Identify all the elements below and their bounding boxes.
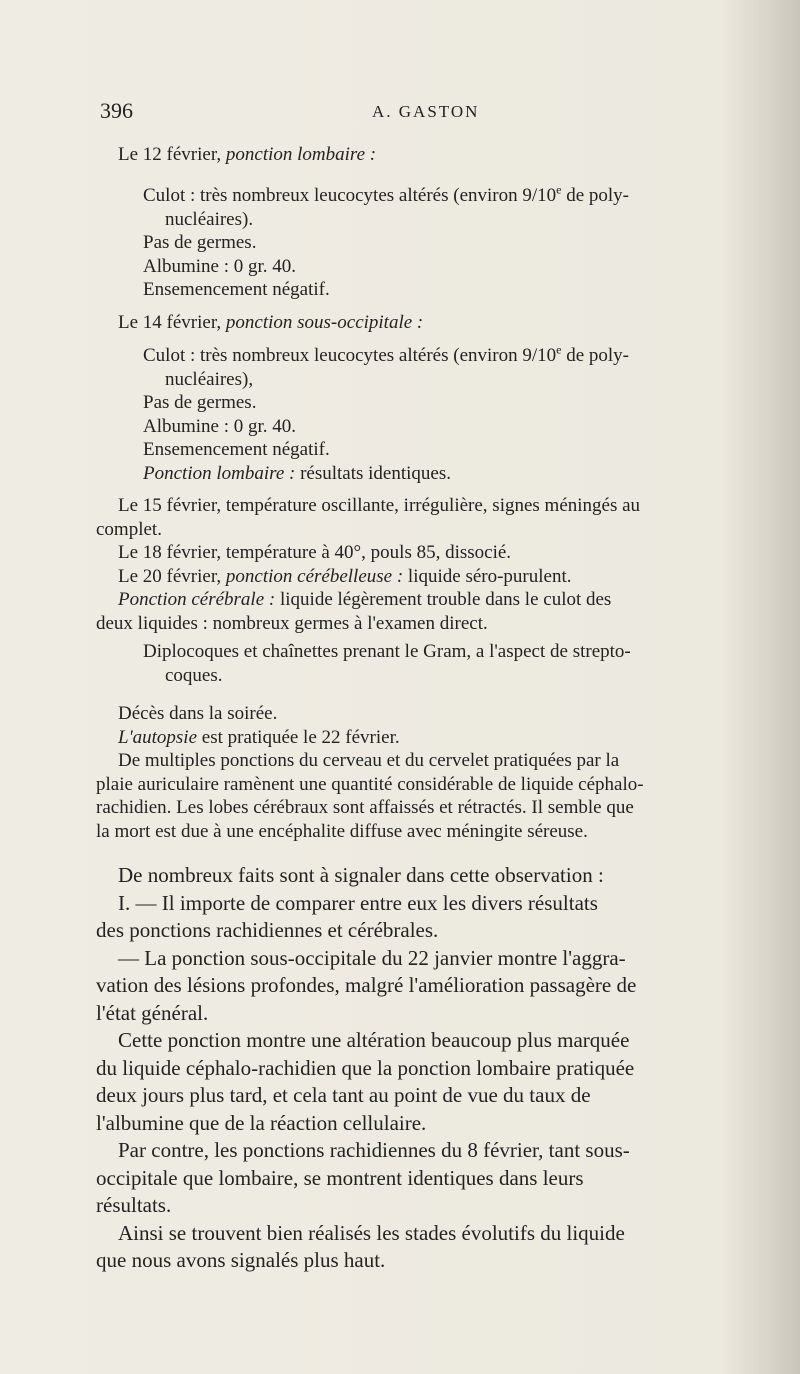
running-head-author: A. GASTON — [372, 102, 480, 121]
ponction-sous-occipitale-heading: Le 14 février, ponction sous-occipitale : — [118, 312, 424, 333]
ponction-lombaire-results: Culot : très nombreux leucocytes altérés (environ 9/10e de poly- nucléaires). Pas de germes. Albumine : 0 gr. 40. Ensemencement négatif. — [143, 184, 760, 302]
culot-line: Culot : très nombreux leucocytes altérés (environ 9/10e de poly- — [143, 182, 630, 206]
culot-line: Culot : très nombreux leucocytes altérés (environ 9/10e de poly- — [143, 342, 630, 366]
autopsie-paragraph: Décès dans la soirée. L'autopsie est pratiquée le 22 février. De multiples ponctions du cerveau et du cervelet pratiquées par la plaie auriculaire ramènent une quantité considérable de liquide céphalo- rachidien. Les lobes cérébraux sont affaissés et rétractés. Il semble que la mort est due à une encéphalite diffuse avec méningite séreuse. — [96, 703, 644, 842]
diplocoques-note: Diplocoques et chaînettes prenant le Gram, a l'aspect de strepto- coques. — [143, 641, 631, 686]
ponction-lombaire-heading: Le 12 février, ponction lombaire : — [118, 144, 377, 165]
page-number: 396 — [100, 98, 133, 123]
ponction-sous-occipitale-results: Culot : très nombreux leucocytes altérés (environ 9/10e de poly- nucléaires), Pas de germes. Albumine : 0 gr. 40. Ensemencement négatif. Ponction lombaire : résultats identiques. — [143, 344, 760, 485]
discussion-text: De nombreux faits sont à signaler dans cette observation : I. — Il importe de comparer entre eux les divers résultats des ponctions rachidiennes et cérébrales. — La ponction sous-occipitale du 22 janvier montre l'aggra- vation des lésions profondes, malgré l'amélioration passagère de l'état général. Cette ponction montre une altération beaucoup plus marquée du liquide céphalo-rachidien que la ponction lombaire pratiquée deux jours plus tard, et cela tant au point de vue du taux de l'albumine que de la réaction cellulaire. Par contre, les ponctions rachidiennes du 8 février, tant sous- occipitale que lombaire, se montrent identiques dans leurs résultats. Ainsi se trouvent bien réalisés les stades évolutifs du liquide que nous avons signalés plus haut. — [96, 863, 637, 1272]
running-header — [100, 98, 760, 124]
clinical-course-paragraph: Le 15 février, température oscillante, irrégulière, signes méningés au complet. Le 18 février, température à 40°, pouls 85, dissocié. Le 20 février, ponction cérébelleuse : liquide séro-purulent. Ponction cérébrale : liquide légèrement trouble dans le culot des deux liquides : nombreux germes à l'examen direct. — [96, 495, 641, 634]
